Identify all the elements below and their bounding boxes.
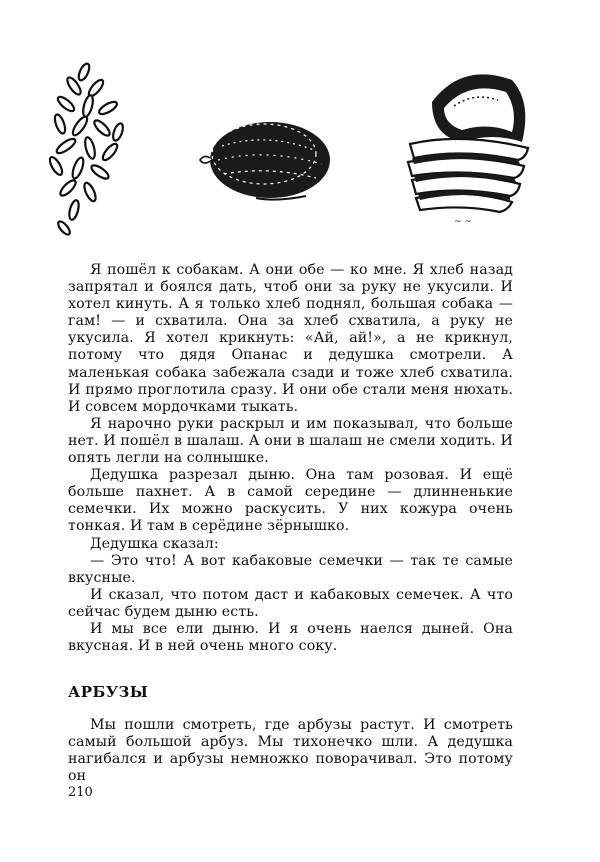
melon-icon [196,112,336,204]
svg-text:~ ~: ~ ~ [454,217,472,226]
paragraph: И мы все ели дыню. И я очень наелся дыней. Она вкусная. И в ней очень много соку. [68,620,513,655]
paragraph: И сказал, что потом даст и кабаковых семечек. А что сейчас будем дыню есть. [68,586,513,620]
section-title: АРБУЗЫ [68,683,149,701]
sliced-melon-icon [402,62,538,226]
seeds-icon [44,60,130,240]
page-number: 210 [68,785,93,800]
paragraph: Дедушка разрезал дыню. Она там розовая. И ещё больше пахнет. А в самой середине — длинненькие семечки. Их можно раскусить. У них кожура очень тонкая. И там в серёдине зёрнышко. [68,467,513,535]
main-text [68,262,513,655]
paragraph: — Это что! А вот кабаковые семечки — так те самые вкусные. [68,552,513,586]
paragraph: Я нарочно руки раскрыл и им показывал, что больше нет. И пошёл в шалаш. А они в шалаш не смели ходить. И опять легли на солнышке. [68,415,513,467]
paragraph: Мы пошли смотреть, где арбузы растут. И смотреть самый большой арбуз. Мы тихонечко шли. А дедушка нагибался и арбузы немножко поворачивал. Это потому он [68,717,513,785]
section-text [68,717,513,785]
illustrations [0,0,600,250]
paragraph: Дедушка сказал: [90,535,219,552]
paragraph: Я пошёл к собакам. А они обе — ко мне. Я хлеб назад запрятал и боялся дать, чтоб они за руку не укусили. И хотел кинуть. А я только хлеб поднял, большая собака — гам! — и схватила. Она за хлеб схватила, а руку не укусила. Я хотел крикнуть: «Ай, ай!», а не крикнул, потому что дядя Опанас и дедушка смотрели. А маленькая собака забежала сзади и тоже хлеб схватила. И прямо проглотила сразу. И они обе стали меня нюхать. И совсем мордочками тыкать. [68,262,513,415]
